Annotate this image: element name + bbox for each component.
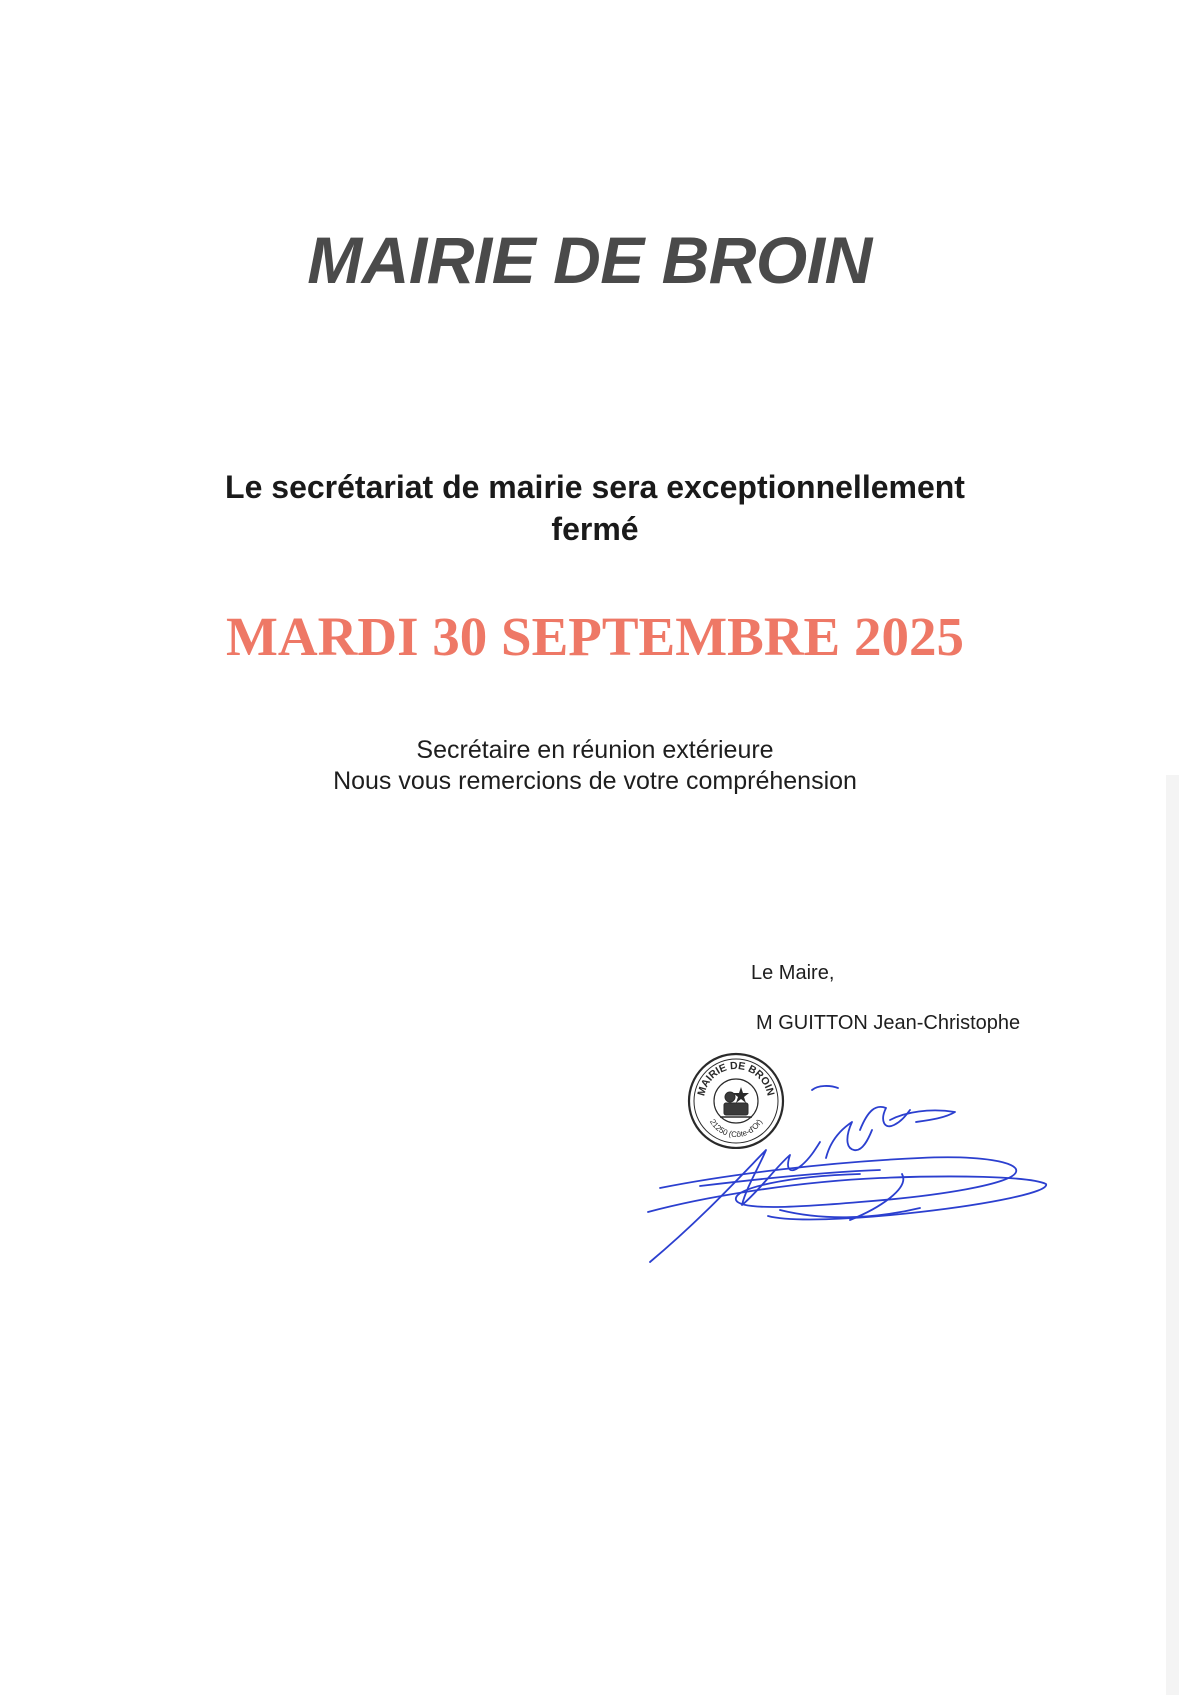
seal-bottom-text: 21250 (Côte-d'Or): [707, 1117, 765, 1140]
seal-top-text: MAIRIE DE BROIN: [695, 1059, 777, 1098]
mayor-name: M GUITTON Jean-Christophe: [756, 1012, 1021, 1034]
notice-line-1: Le secrétariat de mairie sera exceptionnellement: [225, 469, 965, 505]
signature-scribble: [640, 1070, 1060, 1270]
notice-line-2: fermé: [551, 511, 639, 547]
reason-text: Secrétaire en réunion extérieure: [416, 736, 774, 764]
scan-edge: [1166, 775, 1179, 1695]
mayor-signature: [640, 1070, 1060, 1270]
closure-notice: [150, 466, 1040, 550]
thanks-text: Nous vous remercions de votre compréhension: [333, 767, 857, 795]
page-title: MAIRIE DE BROIN: [307, 223, 872, 297]
closure-date: MARDI 30 SEPTEMBRE 2025: [226, 606, 964, 667]
mayor-title: Le Maire,: [751, 962, 835, 984]
